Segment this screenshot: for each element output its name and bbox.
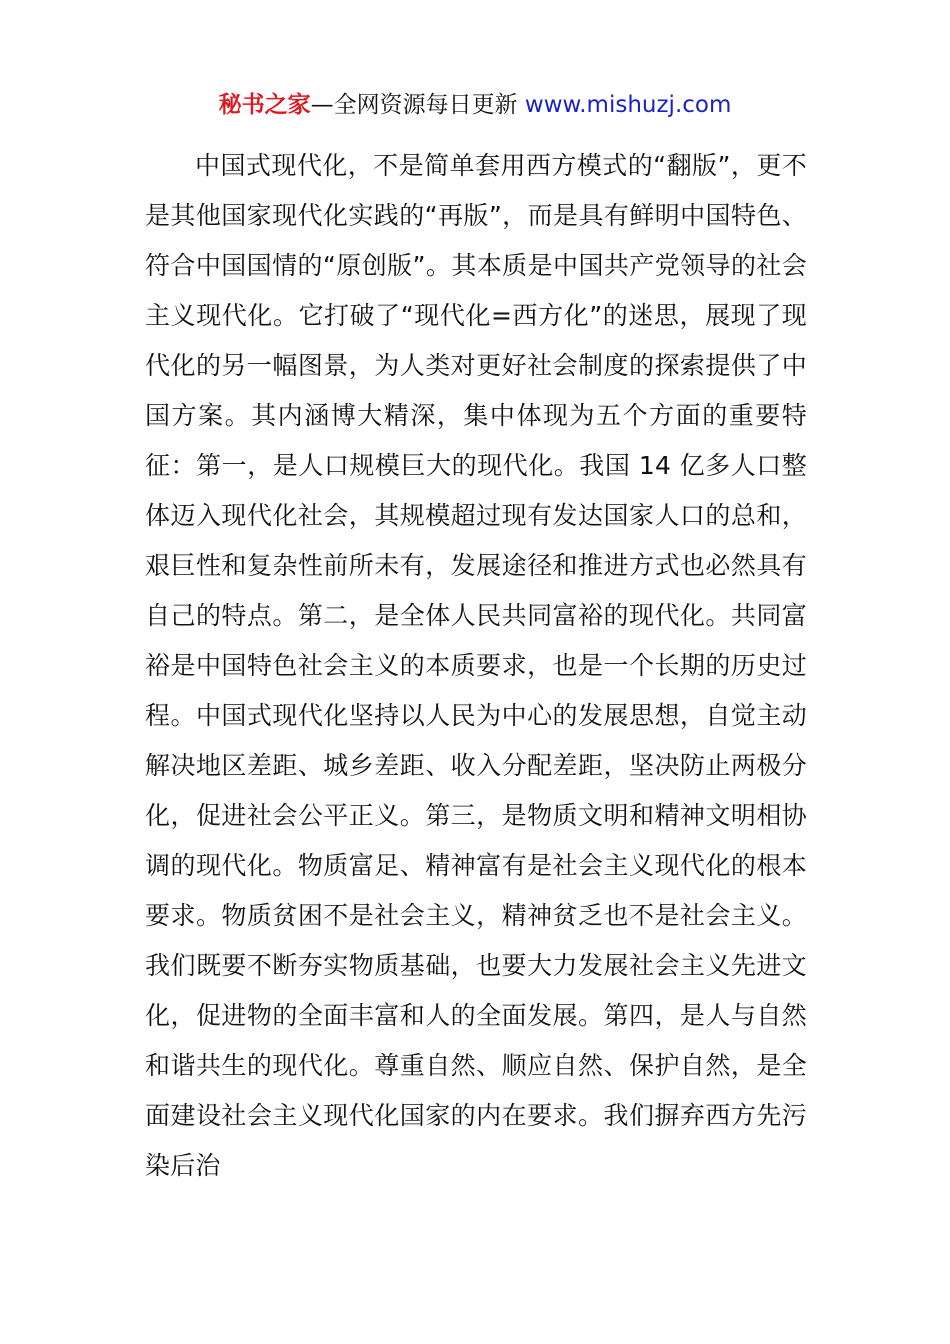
header-tagline: —全网资源每日更新	[310, 92, 525, 118]
page-header	[0, 89, 950, 121]
site-link[interactable]: www.mishuzj.com	[524, 92, 732, 118]
brand-name: 秘书之家	[218, 92, 311, 118]
body-paragraph: 中国式现代化，不是简单套用西方模式的“翻版”，更不是其他国家现代化实践的“再版”，而是具有鲜明中国特色、符合中国国情的“原创版”。其本质是中国共产党领导的社会主义现代化。它打破了“现代化=西方化”的迷思，展现了现代化的另一幅图景，为人类对更好社会制度的探索提供了中国方案。其内涵博大精深，集中体现为五个方面的重要特征：第一，是人口规模巨大的现代化。我国 14 亿多人口整体迈入现代化社会，其规模超过现有发达国家人口的总和，艰巨性和复杂性前所未有，发展途径和推进方式也必然具有自己的特点。第二，是全体人民共同富裕的现代化。共同富裕是中国特色社会主义的本质要求，也是一个长期的历史过程。中国式现代化坚持以人民为中心的发展思想，自觉主动解决地区差距、城乡差距、收入分配差距，坚决防止两极分化，促进社会公平正义。第三，是物质文明和精神文明相协调的现代化。物质富足、精神富有是社会主义现代化的根本要求。物质贫困不是社会主义，精神贫乏也不是社会主义。我们既要不断夯实物质基础，也要大力发展社会主义先进文化，促进物的全面丰富和人的全面发展。第四，是人与自然和谐共生的现代化。尊重自然、顺应自然、保护自然，是全面建设社会主义现代化国家的内在要求。我们摒弃西方先污染后治	[145, 151, 807, 1180]
